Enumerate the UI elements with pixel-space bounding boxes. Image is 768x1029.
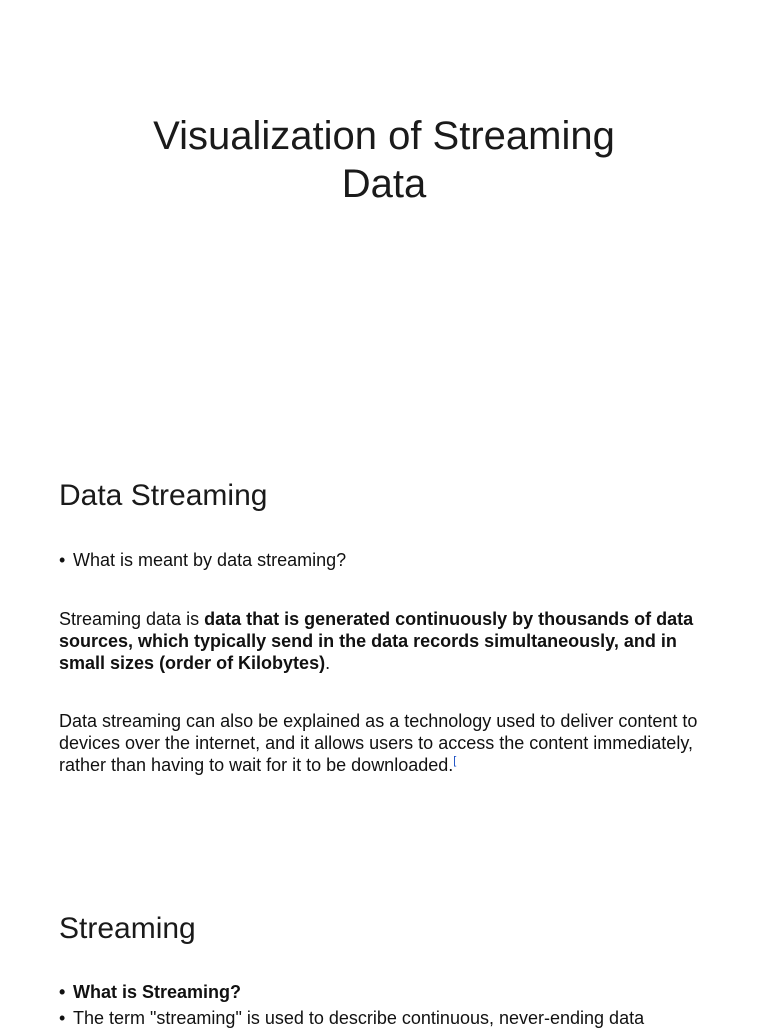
- section-heading-streaming: Streaming: [59, 912, 196, 945]
- reference-link[interactable]: [: [453, 755, 457, 767]
- explanation-paragraph: [59, 710, 719, 776]
- bullet-item: • What is Streaming?: [59, 981, 739, 1003]
- page-title: [0, 112, 768, 208]
- definition-paragraph: [59, 608, 719, 674]
- bullet-item: • What is meant by data streaming?: [59, 549, 739, 571]
- definition-bold: data that is generated continuously by thousands of data sources, which typically send in the data records simultaneously, and in small sizes (order of Kilobytes): [59, 609, 694, 673]
- bullet-list-streaming: [59, 981, 739, 1029]
- definition-prefix: Streaming data is: [59, 609, 205, 629]
- title-line-2: Data: [341, 162, 427, 206]
- title-line-1: Visualization of Streaming: [153, 114, 615, 158]
- explanation-text: Data streaming can also be explained as a technology used to deliver content to devices over the internet, and it allows users to access the content immediately, rather than having to wait for it to be downloaded.: [59, 711, 698, 775]
- section-heading-data-streaming: Data Streaming: [59, 479, 268, 512]
- definition-suffix: .: [325, 653, 331, 673]
- bullet-item: • The term "streaming" is used to describe continuous, never-ending data: [59, 1007, 739, 1029]
- bullet-list-data-streaming: [59, 549, 739, 571]
